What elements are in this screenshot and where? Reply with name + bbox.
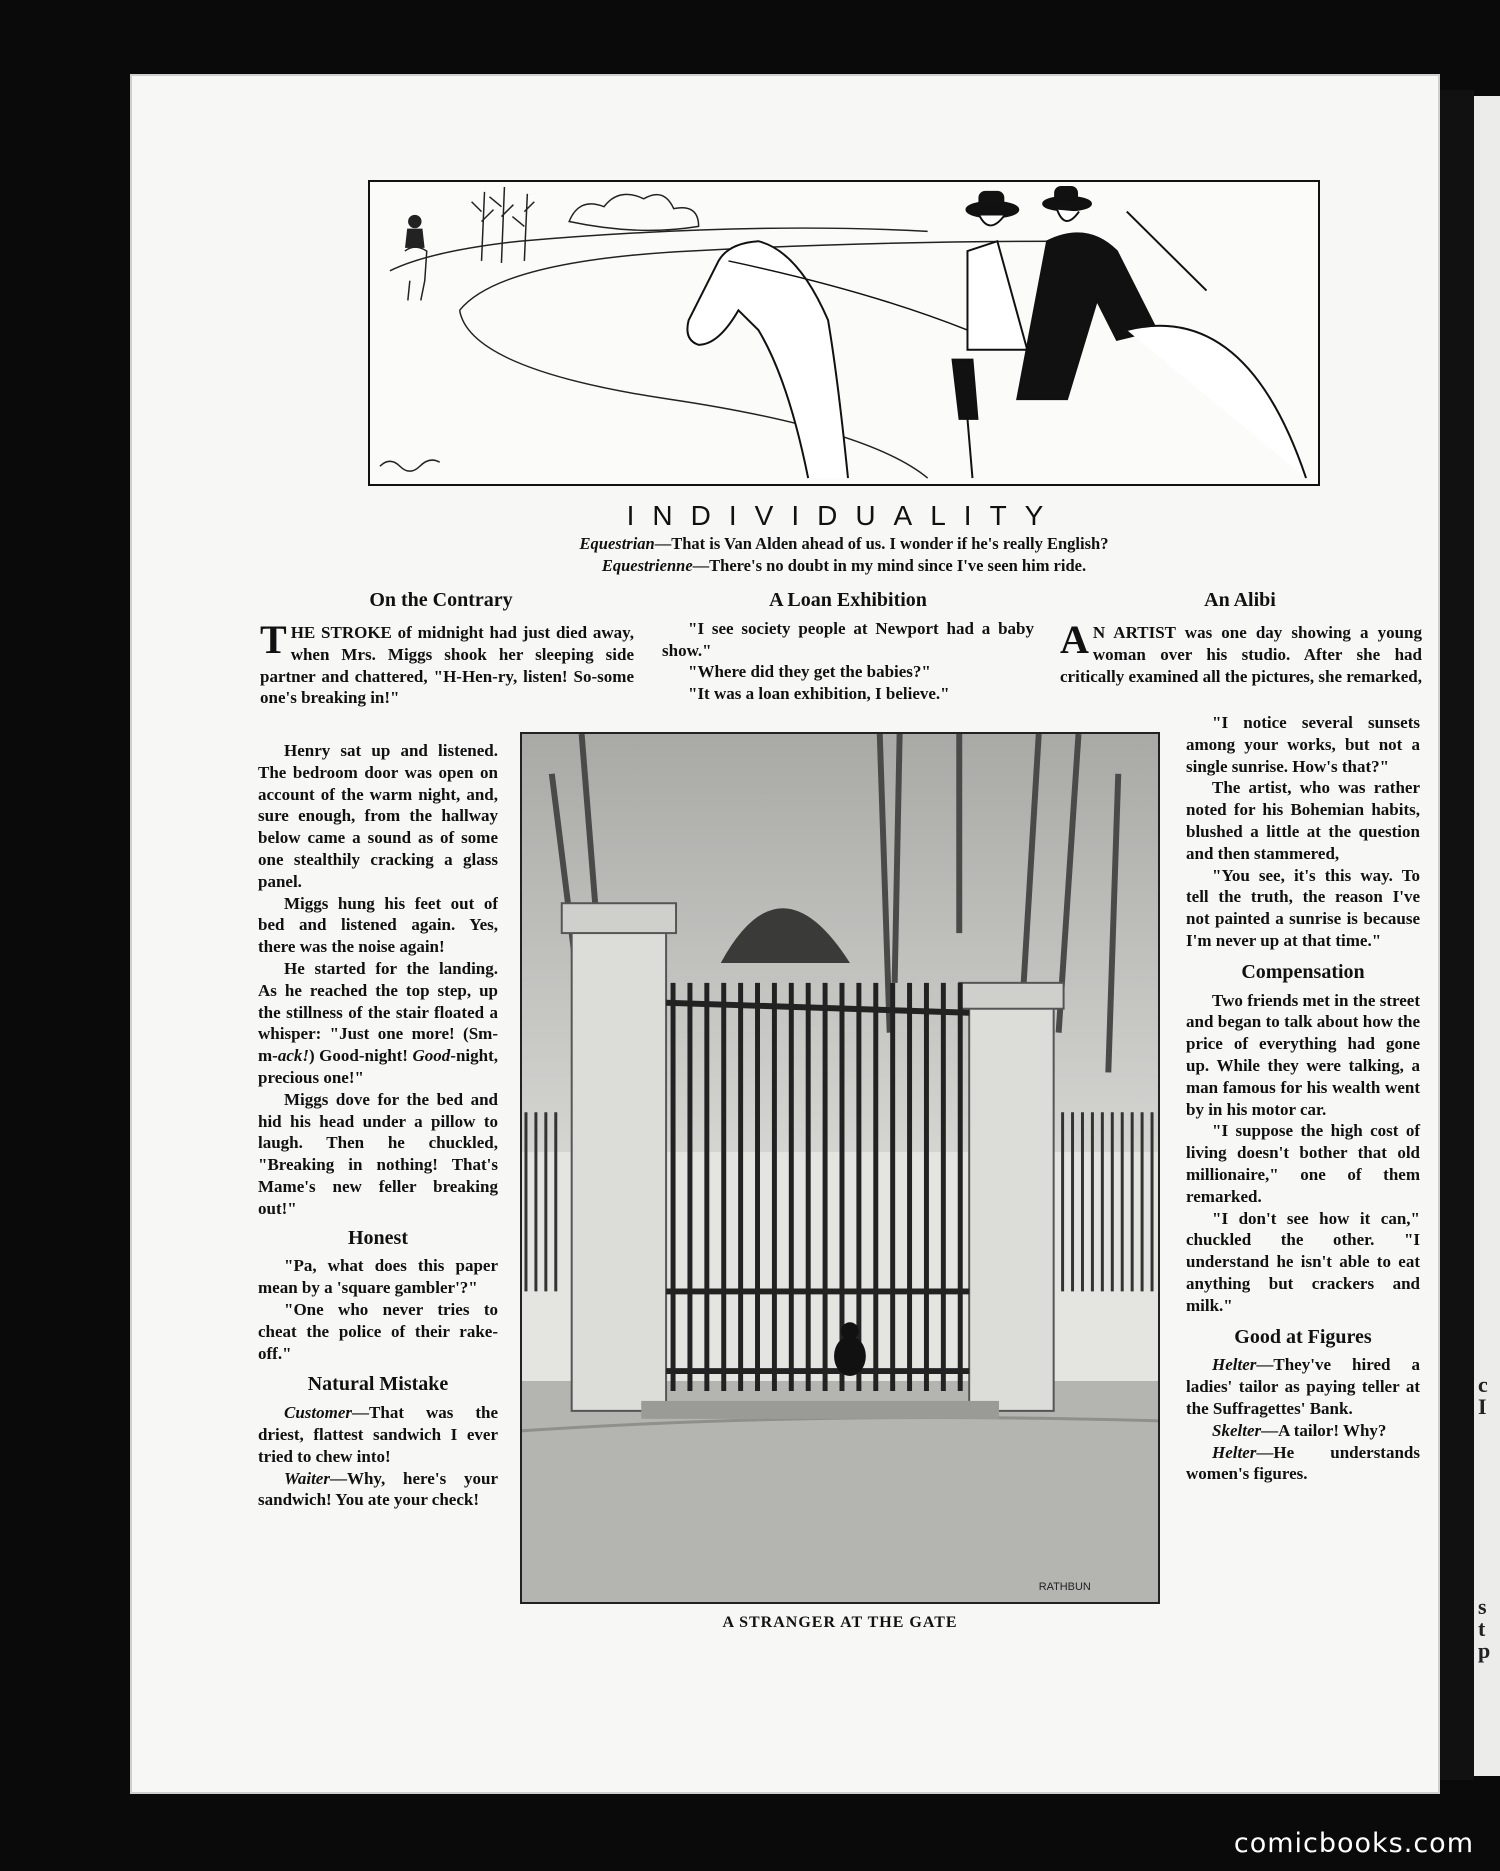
- caption-line-1: Equestrian—That is Van Alden ahead of us. I wonder if he's really English?: [579, 534, 1109, 553]
- on-the-contrary-opening: THE STROKE of midnight had just died away, when Mrs. Miggs shook her sleeping side partner and chattered, "H-Hen-ry, listen! So-some one's breaking in!": [260, 622, 634, 708]
- riders-drawing: [370, 182, 1318, 484]
- article-an-alibi: [1058, 590, 1422, 618]
- article-loan-exhibition: A Loan Exhibition "I see society people at Newport had a baby show." "Where did they get the babies?" "It was a loan exhibition, I believe.": [662, 589, 1034, 704]
- heading-loan-exhibition: A Loan Exhibition: [769, 589, 927, 611]
- gate-painting: [522, 734, 1158, 1602]
- cartoon-caption: [368, 500, 1320, 576]
- column-3-narrow: "I notice several sunsets among your works, but not a single sunrise. How's that?" The artist, who was rather noted for his Bohemian habits, blushed a little at the question and then stammered, "You see, it's this way. To tell the truth, the reason I've not painted a sunrise is because I'm never up at that time." Compensation Two friends met in the street and began to talk about how the price of everything had gone up. While they were talking, a man famous for his wealth went by in his motor car. "I suppose the high cost of living doesn't bother that old millionaire," one of them remarked. "I don't see how it can," chuckled the other. "I understand he isn't able to eat anything but crackers and milk." Good at Figures Helter—They've hired a ladies' tailor as paying teller at the Suffragettes' Bank. Skelter—A tailor! Why? Helter—He understands women's figures.: [1186, 713, 1420, 1484]
- book-spine: [1440, 90, 1474, 1780]
- artist-signature: RATHBUN: [1038, 1581, 1091, 1594]
- heading-natural-mistake: Natural Mistake: [307, 1373, 449, 1396]
- heading-good-at-figures: Good at Figures: [1234, 1325, 1372, 1348]
- stranger-at-the-gate-illustration: [520, 732, 1160, 1604]
- dropcap-t: T: [260, 622, 287, 662]
- individuality-cartoon: [368, 180, 1320, 486]
- heading-honest: Honest: [348, 1226, 408, 1249]
- article-on-the-contrary: [248, 590, 634, 618]
- dropcap-a: A: [1060, 622, 1089, 662]
- an-alibi-opening: A N ARTIST was one day showing a young woman over his studio. After she had critically examined all the pictures, she remarked,: [1060, 622, 1422, 686]
- heading-on-the-contrary: On the Contrary: [369, 589, 513, 611]
- caption-line-2: Equestrienne—There's no doubt in my mind since I've seen him ride.: [601, 556, 1087, 575]
- site-watermark: comicbooks.com: [1233, 1828, 1474, 1859]
- heading-compensation: Compensation: [1241, 960, 1365, 983]
- heading-an-alibi: An Alibi: [1204, 589, 1276, 611]
- cartoon-title: INDIVIDUALITY: [626, 500, 1062, 531]
- column-1-narrow: Henry sat up and listened. The bedroom door was open on account of the warm night, and, sure enough, from the hallway below came a sound as of some one stealthily cracking a glass panel. Miggs hung his feet out of bed and listened again. Yes, there was the noise again! He started for the landing. As he reached the top step, up the stillness of the stair floated a whisper: "Just one more! (Sm-m-ack!) Good-night! Good-night, precious one!" Miggs dove for the bed and hid his head under a pillow to laugh. Then he chuckled, "Breaking in nothing! That's Mame's new feller breaking out!" Honest "Pa, what does this paper mean by a 'square gambler'?" "One who never tries to cheat the police of their rake-off." Natural Mistake Customer—That was the driest, flattest sandwich I ever tried to chew into! Waiter—Why, here's your sandwich! You ate your check!: [258, 741, 498, 1510]
- illustration-caption: A STRANGER AT THE GATE: [722, 1614, 958, 1631]
- facing-page-edge: c I s t p: [1474, 96, 1500, 1776]
